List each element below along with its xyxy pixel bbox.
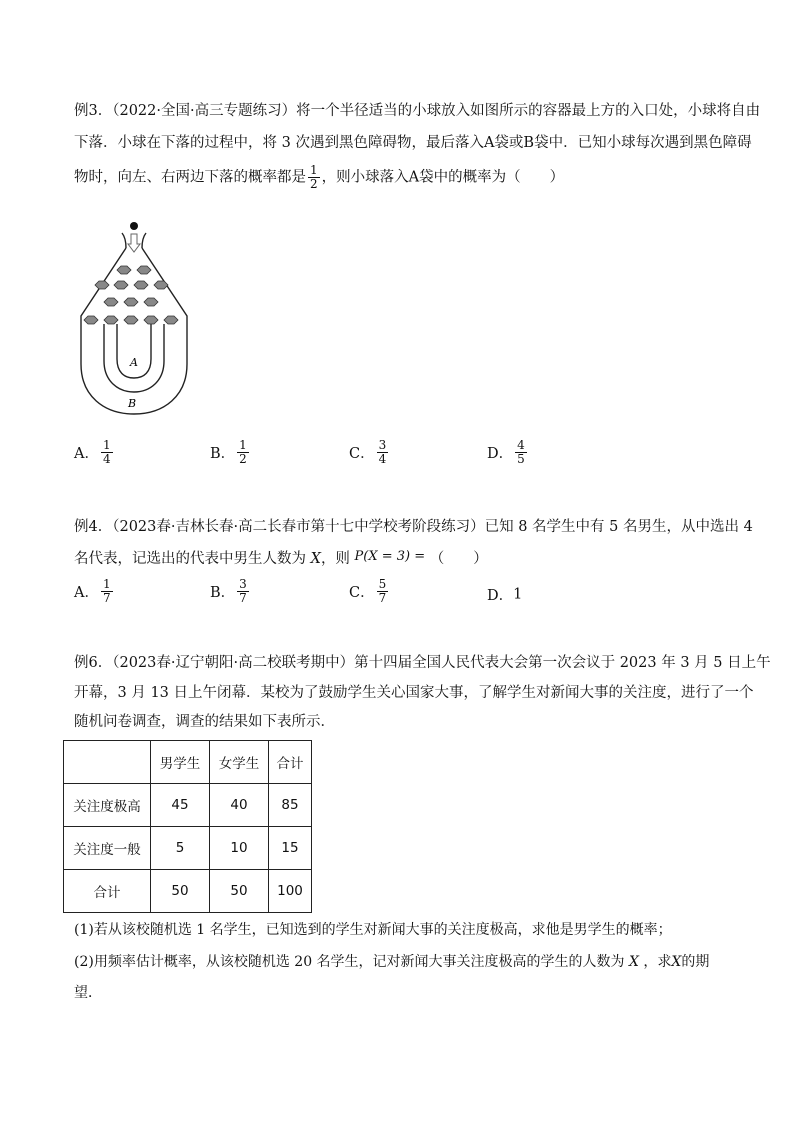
table-cell: 50 (210, 870, 269, 913)
obstacles (84, 266, 178, 324)
ex3-line-3-text: 物时，向左、右两边下落的概率都是 (74, 169, 306, 186)
ex6-question-2 (74, 952, 734, 972)
ex4-option-b[interactable]: B． $\frac{3}{7}$ (210, 577, 247, 605)
variable-x: X (310, 551, 321, 567)
obstacle-hex-icon (95, 281, 109, 289)
table-header-cell: 合计 (269, 741, 312, 784)
survey-table (63, 740, 312, 913)
ex4-line-2-text: 名代表，记选出的代表中男生人数为 (74, 551, 306, 567)
table-row (64, 870, 312, 913)
table-cell: 50 (151, 870, 210, 913)
table-cell: 40 (210, 784, 269, 827)
ex4-option-d[interactable]: D．1 (487, 586, 523, 604)
probability-expression: P(X = 3) = (354, 549, 426, 564)
variable-x: X (629, 954, 639, 970)
table-cell: 5 (151, 827, 210, 870)
ex6-question-2-end: 望． (74, 985, 102, 1001)
obstacle-hex-icon (117, 266, 131, 274)
table-cell: 100 (269, 870, 312, 913)
obstacle-hex-icon (104, 298, 118, 306)
obstacle-hex-icon (164, 316, 178, 324)
ex6-q2-expect: 的期 (681, 954, 710, 970)
ball-icon (130, 222, 138, 230)
ex4-line-2 (74, 547, 734, 569)
table-header-cell: 女学生 (210, 741, 269, 784)
obstacle-hex-icon (134, 281, 148, 289)
obstacle-hex-icon (84, 316, 98, 324)
table-cell: 关注度一般 (64, 827, 151, 870)
ex6-line-3: 随机问卷调查，调查的结果如下表所示． (74, 714, 335, 730)
table-header-cell (64, 741, 151, 784)
ex6-q2-text: (2)用频率估计概率，从该校随机选 20 名学生，记对新闻大事关注度极高的学生的人数为 (74, 954, 625, 970)
ex4-line-1: 例4．（2023春·吉林长春·高二长春市第十七中学校考阶段练习）已知 8 名学生中有 5 名男生，从中选出 4 (74, 519, 753, 535)
down-arrow-icon (128, 234, 140, 252)
obstacle-hex-icon (124, 316, 138, 324)
obstacle-hex-icon (144, 298, 158, 306)
ex6-question-1: (1)若从该校随机选 1 名学生，已知选到的学生对新闻大事的关注度极高，求他是男学生的概率； (74, 922, 672, 938)
table-row (64, 827, 312, 870)
bag-a-label: A (130, 356, 138, 369)
table-cell: 45 (151, 784, 210, 827)
ex3-line-3 (74, 164, 734, 191)
table-cell: 15 (269, 827, 312, 870)
inner-bag-a (117, 324, 151, 378)
ex4-line-2-then: ，则 (320, 551, 350, 567)
table-row (64, 784, 312, 827)
ex4-option-a[interactable]: A． $\frac{1}{7}$ (74, 577, 111, 605)
funnel-right (142, 233, 146, 248)
ex3-option-a[interactable]: A． $\frac{1}{4}$ (74, 438, 111, 466)
obstacle-hex-icon (104, 316, 118, 324)
table-cell: 10 (210, 827, 269, 870)
ex4-option-c[interactable]: C． $\frac{5}{7}$ (349, 577, 387, 605)
table-cell: 关注度极高 (64, 784, 151, 827)
ex6-line-2: 开幕，3 月 13 日上午闭幕．某校为了鼓励学生关心国家大事，了解学生对新闻大事的关注度，进行了一个 (74, 685, 754, 701)
ex3-line-1: 例3．（2022·全国·高三专题练习）将一个半径适当的小球放入如图所示的容器最上方的入口处，小球将自由 (74, 103, 761, 119)
galton-container-diagram (74, 216, 194, 421)
funnel-left (122, 233, 126, 248)
container-outline (81, 248, 187, 414)
obstacle-hex-icon (124, 298, 138, 306)
obstacle-hex-icon (137, 266, 151, 274)
ex3-option-c[interactable]: C． $\frac{3}{4}$ (349, 438, 387, 466)
obstacle-hex-icon (114, 281, 128, 289)
ex6-line-1: 例6．（2023春·辽宁朝阳·高二校联考期中）第十四届全国人民代表大会第一次会议于 2023 年 3 月 5 日上午 (74, 655, 771, 671)
bag-b-label: B (128, 397, 137, 410)
ex3-option-b[interactable]: B． $\frac{1}{2}$ (210, 438, 247, 466)
ex3-line-3-text-end: ，则小球落入A袋中的概率为（ ） (321, 169, 565, 186)
table-cell: 合计 (64, 870, 151, 913)
obstacle-hex-icon (154, 281, 168, 289)
ex4-line-2-blank: （ ） (429, 551, 488, 567)
table-header-cell: 男学生 (151, 741, 210, 784)
obstacle-hex-icon (144, 316, 158, 324)
table-header-row (64, 741, 312, 784)
variable-x: X (671, 954, 682, 970)
table-cell: 85 (269, 784, 312, 827)
ex3-option-d[interactable]: D． $\frac{4}{5}$ (487, 438, 525, 466)
ex6-q2-find: ，求 (643, 954, 672, 970)
ex3-line-2: 下落．小球在下落的过程中，将 3 次遇到黑色障碍物，最后落入A袋或B袋中．已知小球每次遇到黑色障碍 (74, 135, 752, 151)
fraction-one-half: $\frac{1}{2}$ (310, 163, 318, 191)
